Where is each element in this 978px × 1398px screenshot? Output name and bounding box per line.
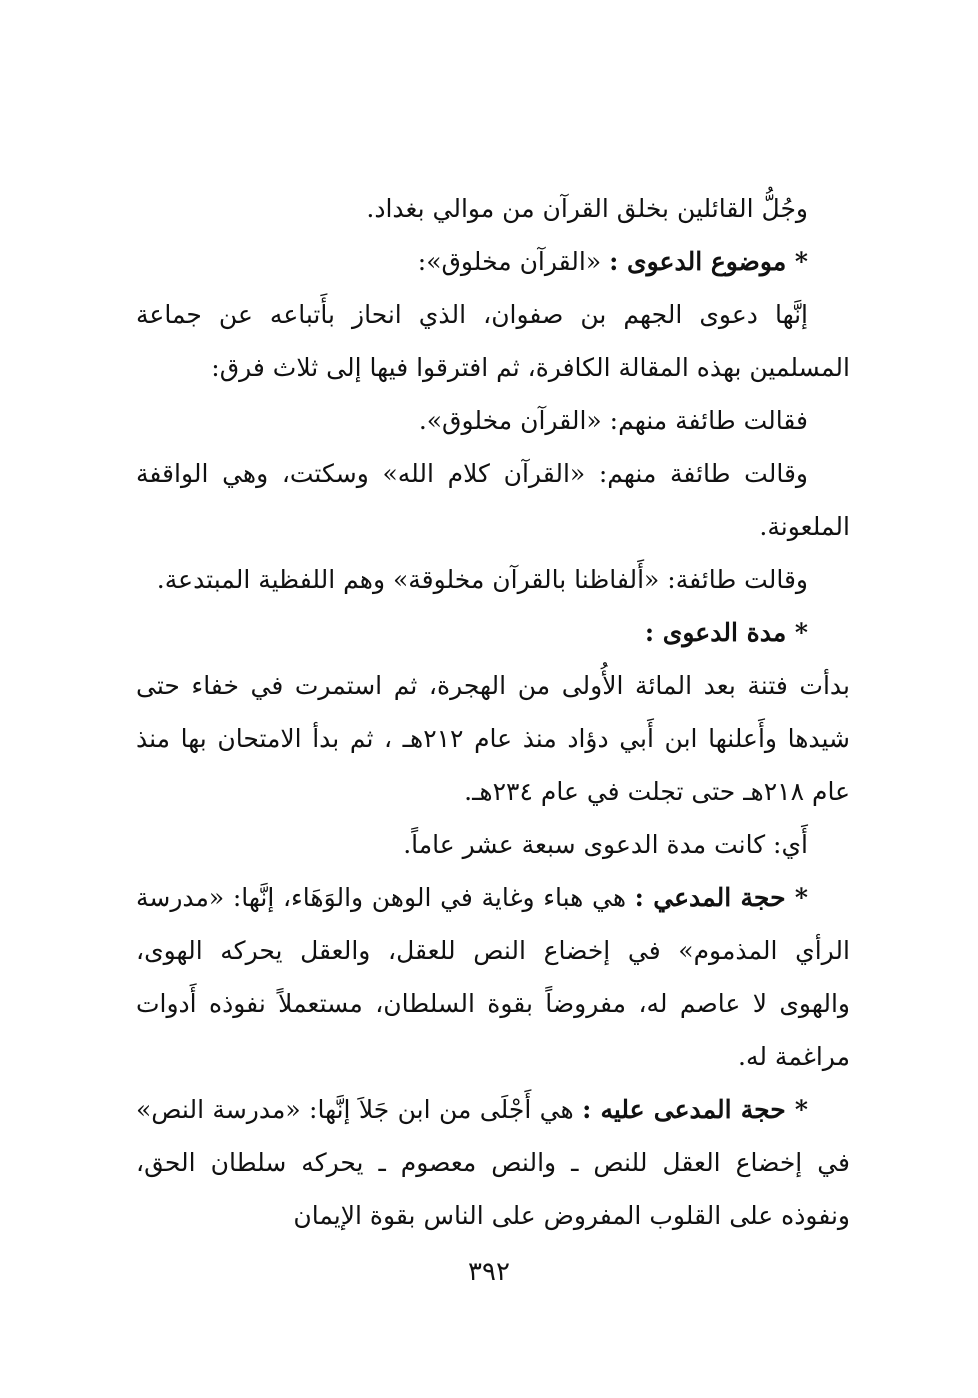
paragraph-text: «القرآن مخلوق»: <box>417 247 610 276</box>
paragraph-text: وجُلُّ القائلين بخلق القرآن من موالي بغداد. <box>366 194 808 223</box>
paragraph-text: هي أَجْلَى من ابن جَلاَ إنَّها: «مدرسة النص» في إخضاع العقل للنص ـ والنص معصوم ـ يحركه سلطان الحق، ونفوذه على القلوب المفروض على الناس بقوة الإيمان <box>136 1095 850 1230</box>
paragraph-seventeen-years <box>136 818 850 871</box>
paragraph-duration <box>136 606 850 659</box>
paragraph-group-two <box>136 447 850 553</box>
section-heading-claimant: * حجة المدعي : <box>634 883 808 912</box>
section-heading-defendant: * حجة المدعى عليه : <box>582 1095 808 1124</box>
paragraph-intro <box>136 182 850 235</box>
paragraph-text: وقالت طائفة: «أَلفاظنا بالقرآن مخلوقة» وهم اللفظية المبتدعة. <box>156 565 808 594</box>
section-heading-duration: * مدة الدعوى : <box>644 618 808 647</box>
paragraph-group-one <box>136 394 850 447</box>
paragraph-text: فقالت طائفة منهم: «القرآن مخلوق». <box>418 406 808 435</box>
paragraph-text: إنَّها دعوى الجهم بن صفوان، الذي انحاز بأَتباعه عن جماعة المسلمين بهذه المقالة الكافرة، ثم افترقوا فيها إلى ثلاث فرق: <box>136 300 850 382</box>
section-heading-topic: * موضوع الدعوى : <box>609 247 808 276</box>
paragraph-defendant-argument <box>136 1083 850 1242</box>
page-number: ٣٩٢ <box>468 1257 510 1287</box>
paragraph-topic <box>136 235 850 288</box>
paragraph-jahm <box>136 288 850 394</box>
paragraph-group-three <box>136 553 850 606</box>
paragraph-claimant-argument <box>136 871 850 1083</box>
paragraph-fitna <box>136 659 850 818</box>
body-text <box>136 182 850 1242</box>
paragraph-text: أَي: كانت مدة الدعوى سبعة عشر عاماً. <box>403 830 808 859</box>
paragraph-text: هي هباء وغاية في الوهن والوَهَاء، إنَّها: «مدرسة الرأي المذموم» في إخضاع النص للعقل، والعقل يحركه الهوى، والهوى لا عاصم له، مفروضاً بقوة السلطان، مستعملاً نفوذه أَدوات مراغمة له. <box>136 883 850 1071</box>
paragraph-text: وقالت طائفة منهم: «القرآن كلام الله» وسكتت، وهي الواقفة الملعونة. <box>136 459 850 541</box>
paragraph-text: بدأت فتنة بعد المائة الأُولى من الهجرة، ثم استمرت في خفاء حتى شيدها وأَعلنها ابن أَبي دؤاد منذ عام ٢١٢هـ ، ثم بدأ الامتحان بها منذ عام ٢١٨هـ حتى تجلت في عام ٢٣٤هـ. <box>136 671 850 806</box>
